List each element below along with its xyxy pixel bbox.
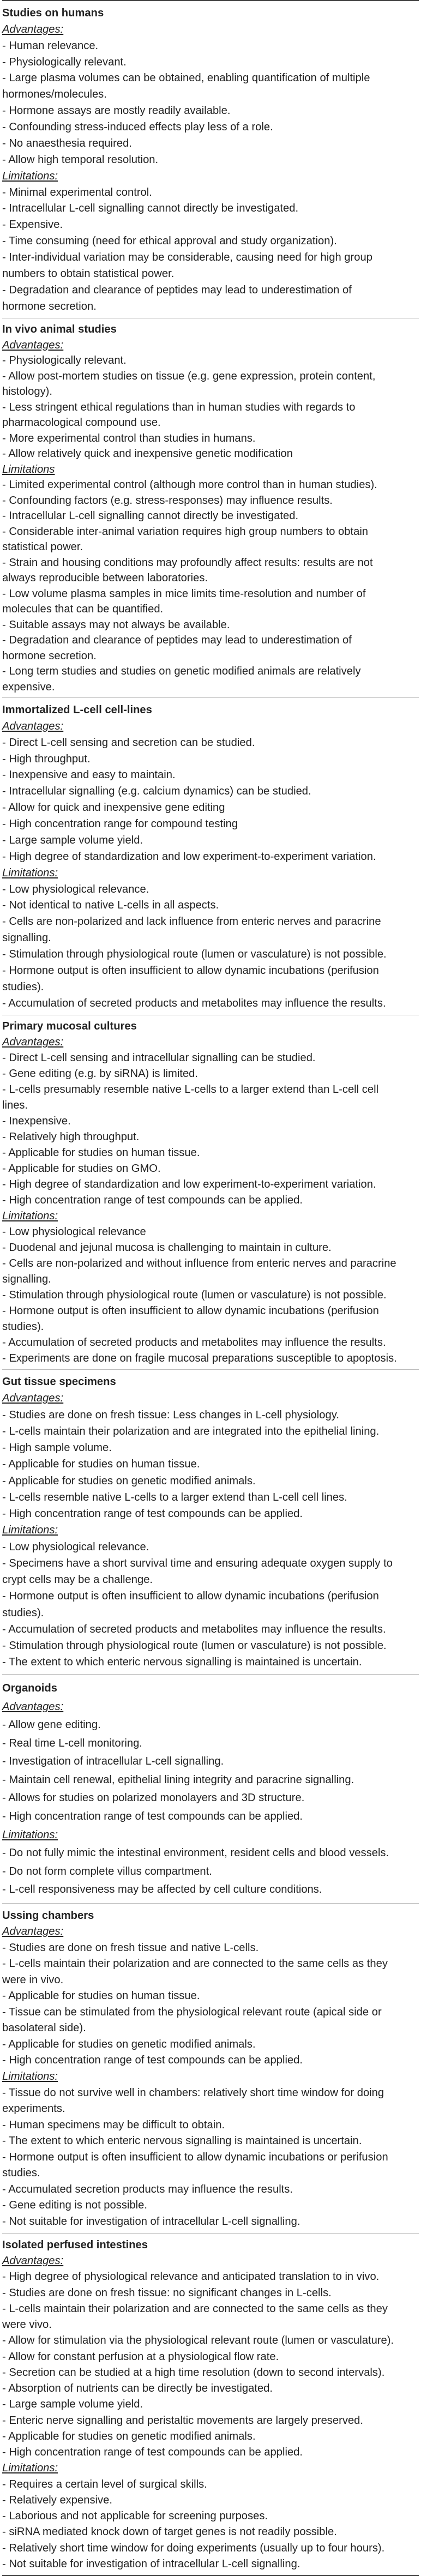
advantage-item: - Gene editing (e.g. by siRNA) is limited. xyxy=(2,1068,199,1080)
advantage-item: - Relatively high throughput. xyxy=(2,1131,140,1143)
advantage-item: - High degree of standardization and low experiment-to-experiment variation. xyxy=(2,850,376,863)
limitation-item: - Do not form complete villus compartment. xyxy=(2,1865,212,1877)
advantage-item: - Inexpensive and easy to maintain. xyxy=(2,769,176,781)
advantage-item: - No anaesthesia required. xyxy=(2,137,132,149)
limitations-label: Limitations: xyxy=(2,170,58,182)
limitations-label: Limitations: xyxy=(2,1210,58,1223)
advantage-item: - Applicable for studies on genetic modified animals. xyxy=(2,1474,256,1487)
limitation-item: - Human specimens may be difficult to obtain. xyxy=(2,2118,225,2131)
advantage-item: - Physiologically relevant. xyxy=(2,56,127,68)
limitation-item: - Cells are non-polarized and lack influence from enteric nerves and paracrine xyxy=(2,916,381,928)
limitations-label: Limitations: xyxy=(2,2462,58,2475)
advantages-label: Advantages: xyxy=(2,339,64,351)
limitation-item: statistical power. xyxy=(2,541,83,553)
limitation-item: - Strain and housing conditions may profoundly affect results: results are not xyxy=(2,556,373,569)
limitation-item: - Intracellular L-cell signalling cannot directly be investigated. xyxy=(2,202,299,215)
advantage-item: lines. xyxy=(2,1099,28,1112)
advantages-label: Advantages: xyxy=(2,1925,64,1938)
limitation-item: - Low volume plasma samples in mice limits time-resolution and number of xyxy=(2,587,366,600)
advantage-item: - High concentration range of test compounds can be applied. xyxy=(2,2446,303,2458)
limitations-label: Limitations: xyxy=(2,1828,58,1841)
limitation-item: - Stimulation through physiological route (lumen or vasculature) is not possible. xyxy=(2,1289,387,1301)
limitation-item: - The extent to which enteric nervous signalling is maintained is uncertain. xyxy=(2,1656,362,1669)
limitation-item: - Hormone output is often insufficient to allow dynamic incubations (perifusion xyxy=(2,1304,379,1317)
section-block xyxy=(2,1,419,318)
advantage-item: - Studies are done on fresh tissue: no significant changes in L-cells. xyxy=(2,2286,332,2299)
section-block xyxy=(2,1015,419,1370)
advantage-item: - Studies are done on fresh tissue and native L-cells. xyxy=(2,1941,259,1954)
advantage-item: - More experimental control than studies in humans. xyxy=(2,432,256,444)
section-block xyxy=(2,1675,419,1904)
advantage-item: pharmacological compound use. xyxy=(2,417,161,429)
advantage-item: - Large sample volume yield. xyxy=(2,834,143,846)
advantage-item: - Allow relatively quick and inexpensive genetic modification xyxy=(2,448,293,460)
advantages-label: Advantages: xyxy=(2,720,64,732)
advantage-item: - Confounding stress-induced effects play less of a role. xyxy=(2,121,273,133)
limitation-item: - Requires a certain level of surgical skills. xyxy=(2,2478,207,2490)
limitation-item: - Suitable assays may not always be available. xyxy=(2,618,230,631)
limitation-item: always reproducible between laboratories. xyxy=(2,572,208,584)
limitation-item: - Hormone output is often insufficient to allow dynamic incubations (perifusion xyxy=(2,1590,379,1603)
section-title: Immortalized L-cell cell-lines xyxy=(2,703,152,716)
limitation-item: - The extent to which enteric nervous signalling is maintained is uncertain. xyxy=(2,2135,362,2147)
limitation-item: - Long term studies and studies on genetic modified animals are relatively xyxy=(2,665,361,677)
advantage-item: were in vivo. xyxy=(2,1973,64,1986)
limitation-item: - Minimal experimental control. xyxy=(2,186,152,198)
advantage-item: - L-cells maintain their polarization and are connected to the same cells as they xyxy=(2,1958,388,1970)
advantage-item: - High throughput. xyxy=(2,753,91,765)
limitation-item: - Accumulation of secreted products and metabolites may influence the results. xyxy=(2,1336,386,1349)
limitation-item: - Stimulation through physiological route (lumen or vasculature) is not possible. xyxy=(2,948,387,960)
limitations-label: Limitations: xyxy=(2,2071,58,2083)
limitation-item: molecules that can be quantified. xyxy=(2,603,164,615)
advantage-item: - Hormone assays are mostly readily available. xyxy=(2,105,231,117)
limitation-item: - Do not fully mimic the intestinal environment, resident cells and blood vessels. xyxy=(2,1847,389,1859)
limitations-label: Limitations: xyxy=(2,866,58,879)
advantage-item: - High concentration range of test compounds can be applied. xyxy=(2,1810,303,1822)
limitation-item: - Relatively short time window for doing experiments (usually up to four hours). xyxy=(2,2542,385,2554)
section-block xyxy=(2,2234,419,2576)
limitation-item: studies. xyxy=(2,2167,40,2180)
limitation-item: - Tissue do not survive well in chambers: relatively short time window for doing xyxy=(2,2086,384,2099)
limitation-item: - Accumulation of secreted products and metabolites may influence the results. xyxy=(2,1623,386,1635)
section-block xyxy=(2,318,419,699)
advantage-item: - High concentration range of test compounds can be applied. xyxy=(2,2054,303,2067)
limitation-item: - Duodenal and jejunal mucosa is challenging to maintain in culture. xyxy=(2,1242,332,1254)
advantage-item: basolateral side). xyxy=(2,2022,86,2035)
advantage-item: - Direct L-cell sensing and secretion can be studied. xyxy=(2,736,255,749)
section-block xyxy=(2,698,419,1015)
limitation-item: - Accumulated secretion products may influence the results. xyxy=(2,2183,293,2195)
limitation-item: experiments. xyxy=(2,2103,65,2115)
advantage-item: - Tissue can be stimulated from the physiological relevant route (apical side or xyxy=(2,2006,382,2018)
advantage-item: - Applicable for studies on genetic modified animals. xyxy=(2,2038,256,2050)
limitation-item: - Time consuming (need for ethical approval and study organization). xyxy=(2,235,337,248)
advantage-item: - Allow high temporal resolution. xyxy=(2,153,159,166)
section-block xyxy=(2,1904,419,2234)
limitation-item: - Cells are non-polarized and without influence from enteric nerves and paracrine xyxy=(2,1257,396,1269)
section-title: Primary mucosal cultures xyxy=(2,1020,137,1033)
limitation-item: - Experiments are done on fragile mucosal preparations susceptible to apoptosis. xyxy=(2,1352,397,1364)
advantages-label: Advantages: xyxy=(2,2255,64,2267)
advantages-label: Advantages: xyxy=(2,1036,64,1049)
limitations-label: Limitations: xyxy=(2,1524,58,1537)
advantage-item: - L-cells maintain their polarization and are integrated into the epithelial lining. xyxy=(2,1425,380,1437)
advantage-item: - Secretion can be studied at a high time resolution (down to second intervals). xyxy=(2,2366,385,2379)
limitation-item: studies). xyxy=(2,980,44,993)
advantage-item: - Direct L-cell sensing and intracellular signalling can be studied. xyxy=(2,1052,316,1064)
limitation-item: - Confounding factors (e.g. stress-responses) may influence results. xyxy=(2,494,333,507)
limitation-item: - Limited experimental control (although more control than in human studies). xyxy=(2,479,377,491)
limitation-item: - Degradation and clearance of peptides may lead to underestimation of xyxy=(2,284,352,296)
advantage-item: - Enteric nerve signalling and peristaltic movements are largely preserved. xyxy=(2,2414,364,2427)
section-block xyxy=(2,1370,419,1675)
advantage-item: - L-cells maintain their polarization and are connected to the same cells as they xyxy=(2,2302,388,2315)
advantages-label: Advantages: xyxy=(2,1700,64,1713)
advantage-item: - Studies are done on fresh tissue: Less changes in L-cell physiology. xyxy=(2,1409,339,1421)
limitation-item: crypt cells may be a challenge. xyxy=(2,1574,153,1586)
limitation-item: studies). xyxy=(2,1606,44,1619)
advantage-item: - Allow for quick and inexpensive gene editing xyxy=(2,802,225,814)
advantage-item: - Applicable for studies on GMO. xyxy=(2,1163,161,1175)
limitation-item: signalling. xyxy=(2,932,51,944)
section-title: Isolated perfused intestines xyxy=(2,2238,148,2251)
advantage-item: - High concentration range for compound testing xyxy=(2,818,238,830)
limitation-item: - siRNA mediated knock down of target genes is not readily possible. xyxy=(2,2526,337,2538)
advantage-item: - L-cells presumably resemble native L-cells to a larger extend than L-cell cell xyxy=(2,1084,379,1096)
advantage-item: - Applicable for studies on human tissue. xyxy=(2,1147,200,1159)
advantage-item: - Applicable for studies on genetic modified animals. xyxy=(2,2430,256,2442)
section-title: Studies on humans xyxy=(2,7,104,19)
advantage-item: - High sample volume. xyxy=(2,1442,112,1454)
section-title: Gut tissue specimens xyxy=(2,1376,116,1388)
advantage-item: - Human relevance. xyxy=(2,39,99,52)
advantage-item: - Allows for studies on polarized monolayers and 3D structure. xyxy=(2,1792,305,1804)
limitation-item: - Stimulation through physiological route (lumen or vasculature) is not possible. xyxy=(2,1639,387,1652)
section-title: In vivo animal studies xyxy=(2,323,117,335)
advantage-item: - Allow for constant perfusion at a physiological flow rate. xyxy=(2,2350,279,2363)
advantage-item: - Maintain cell renewal, epithelial lining integrity and paracrine signalling. xyxy=(2,1773,354,1786)
advantage-item: - Large sample volume yield. xyxy=(2,2398,143,2411)
advantage-item: - High degree of physiological relevance and anticipated translation to in vivo. xyxy=(2,2271,380,2283)
limitation-item: studies). xyxy=(2,1320,44,1333)
limitation-item: - Accumulation of secreted products and metabolites may influence the results. xyxy=(2,997,386,1009)
advantage-item: - Inexpensive. xyxy=(2,1115,71,1128)
limitation-item: - Low physiological relevance. xyxy=(2,883,149,895)
limitation-item: - Low physiological relevance. xyxy=(2,1540,149,1553)
limitation-item: - Not identical to native L-cells in all aspects. xyxy=(2,899,219,912)
limitation-item: numbers to obtain statistical power. xyxy=(2,267,175,280)
advantage-item: - Less stringent ethical regulations than in human studies with regards to xyxy=(2,401,356,413)
limitation-item: - Inter-individual variation may be considerable, causing need for high group xyxy=(2,251,372,263)
limitation-item: - Low physiological relevance xyxy=(2,1226,146,1238)
advantage-item: - Intracellular signalling (e.g. calcium dynamics) can be studied. xyxy=(2,785,311,798)
limitation-item: - Gene editing is not possible. xyxy=(2,2199,147,2212)
advantages-label: Advantages: xyxy=(2,1392,64,1405)
advantage-item: - Allow post-mortem studies on tissue (e.g. gene expression, protein content, xyxy=(2,370,376,382)
section-title: Organoids xyxy=(2,1682,57,1695)
section-title: Ussing chambers xyxy=(2,1909,94,1922)
limitation-item: expensive. xyxy=(2,681,55,693)
advantage-item: - High concentration range of test compounds can be applied. xyxy=(2,1194,303,1207)
advantage-item: - Applicable for studies on human tissue. xyxy=(2,1458,200,1471)
limitation-item: - Expensive. xyxy=(2,219,63,231)
advantage-item: - Absorption of nutrients can be directly be investigated. xyxy=(2,2382,273,2394)
advantage-item: - Large plasma volumes can be obtained, enabling quantification of multiple xyxy=(2,72,370,85)
advantage-item: - Physiologically relevant. xyxy=(2,354,127,366)
advantage-item: - High concentration range of test compounds can be applied. xyxy=(2,1508,303,1520)
limitations-label: Limitations xyxy=(2,463,55,476)
advantage-item: - High degree of standardization and low experiment-to-experiment variation. xyxy=(2,1178,376,1191)
advantage-item: - Investigation of intracellular L-cell signalling. xyxy=(2,1755,224,1768)
limitation-item: - Specimens have a short survival time and ensuring adequate oxygen supply to xyxy=(2,1557,393,1569)
limitation-item: hormone secretion. xyxy=(2,649,97,662)
limitation-item: hormone secretion. xyxy=(2,300,97,312)
limitation-item: - Hormone output is often insufficient to allow dynamic incubations (perifusion xyxy=(2,964,379,977)
limitation-item: signalling. xyxy=(2,1273,51,1285)
advantage-item: - Allow for stimulation via the physiological relevant route (lumen or vasculature). xyxy=(2,2334,394,2347)
advantage-item: hormones/molecules. xyxy=(2,88,107,101)
limitation-item: - Considerable inter-animal variation requires high group numbers to obtain xyxy=(2,525,369,538)
advantage-item: were vivo. xyxy=(2,2319,52,2331)
advantage-item: - Real time L-cell monitoring. xyxy=(2,1737,142,1749)
advantage-item: - Allow gene editing. xyxy=(2,1719,101,1731)
advantage-item: histology). xyxy=(2,386,53,398)
advantage-item: - L-cells resemble native L-cells to a larger extend than L-cell cell lines. xyxy=(2,1491,347,1503)
limitation-item: - L-cell responsiveness may be affected by cell culture conditions. xyxy=(2,1883,322,1896)
advantages-label: Advantages: xyxy=(2,23,64,35)
limitation-item: - Relatively expensive. xyxy=(2,2494,112,2506)
limitation-item: - Intracellular L-cell signalling cannot directly be investigated. xyxy=(2,510,299,522)
advantage-item: - Applicable for studies on human tissue. xyxy=(2,1990,200,2002)
limitation-item: - Degradation and clearance of peptides may lead to underestimation of xyxy=(2,634,352,646)
limitation-item: - Hormone output is often insufficient to allow dynamic incubations or perifusion xyxy=(2,2151,388,2163)
limitation-item: - Not suitable for investigation of intracellular L-cell signalling. xyxy=(2,2557,300,2570)
limitation-item: - Laborious and not applicable for screening purposes. xyxy=(2,2510,268,2522)
limitation-item: - Not suitable for investigation of intracellular L-cell signalling. xyxy=(2,2215,300,2228)
